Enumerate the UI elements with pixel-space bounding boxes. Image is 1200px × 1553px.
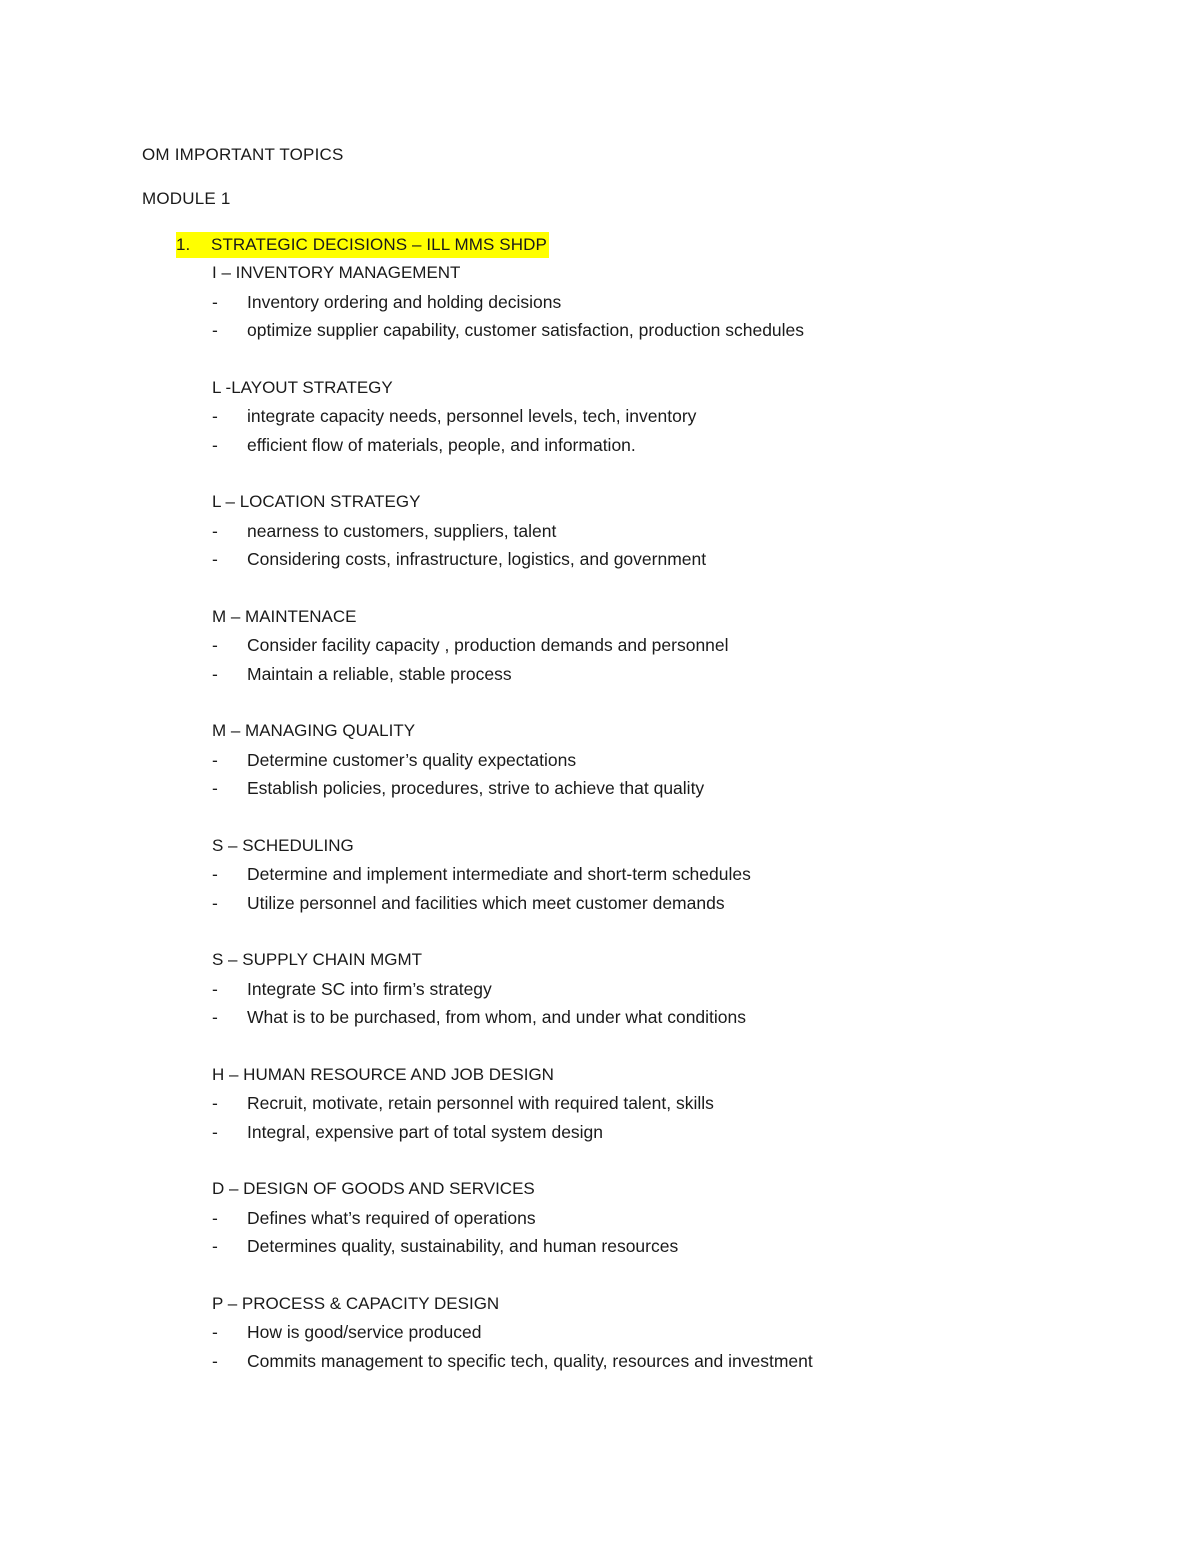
bullet-dash: -: [212, 520, 218, 541]
bullet-dash: -: [212, 1093, 218, 1113]
bullet-item: [212, 975, 1112, 1004]
section-title: H – HUMAN RESOURCE AND JOB DESIGN: [212, 1064, 554, 1084]
bullet-item: [212, 1089, 1112, 1118]
module-title: MODULE 1: [142, 189, 231, 208]
topic-section: [212, 1061, 1112, 1147]
bullet-text: Considering costs, infrastructure, logistics, and government: [247, 549, 707, 569]
bullet-dash: -: [212, 864, 218, 884]
section-title: D – DESIGN OF GOODS AND SERVICES: [212, 1179, 535, 1198]
section-title: L -LAYOUT STRATEGY: [212, 377, 393, 397]
bullet-item: [212, 1003, 1112, 1032]
bullet-dash: -: [212, 663, 218, 684]
bullet-text: Maintain a reliable, stable process: [247, 663, 512, 684]
bullet-dash: -: [212, 406, 218, 426]
bullet-text: What is to be purchased, from whom, and under what conditions: [247, 1007, 747, 1027]
topic-section: [212, 488, 1112, 574]
bullet-item: [212, 1347, 1112, 1376]
bullet-text: optimize supplier capability, customer satisfaction, production schedules: [247, 320, 805, 340]
bullet-text: efficient flow of materials, people, and information.: [247, 434, 636, 455]
bullet-text: Integral, expensive part of total system design: [247, 1121, 604, 1142]
topic-section: [212, 1175, 1112, 1261]
bullet-item: [212, 860, 1112, 889]
bullet-dash: -: [212, 1236, 218, 1256]
section-title: S – SUPPLY CHAIN MGMT: [212, 950, 423, 969]
section-heading: [176, 232, 549, 258]
bullet-text: Defines what’s required of operations: [247, 1207, 536, 1228]
section-title: M – MAINTENACE: [212, 606, 357, 626]
bullet-dash: -: [212, 1350, 218, 1371]
topic-section: [212, 374, 1112, 460]
bullet-dash: -: [212, 291, 218, 312]
bullet-dash: -: [212, 1121, 218, 1142]
bullet-item: [212, 402, 1112, 431]
section-title: S – SCHEDULING: [212, 835, 354, 855]
section-title: M – MANAGING QUALITY: [212, 721, 416, 740]
bullet-dash: -: [212, 1007, 218, 1027]
bullet-dash: -: [212, 892, 218, 913]
bullet-item: [212, 545, 1112, 574]
bullet-item: [212, 746, 1112, 775]
bullet-item: [212, 774, 1112, 803]
bullet-text: Recruit, motivate, retain personnel with required talent, skills: [247, 1093, 714, 1113]
topic-section: [212, 717, 1112, 803]
bullet-dash: -: [212, 749, 218, 770]
document-title: OM IMPORTANT TOPICS: [142, 145, 344, 164]
bullet-dash: -: [212, 320, 218, 340]
bullet-dash: -: [212, 549, 218, 569]
topic-section: [212, 259, 1112, 345]
highlighted-heading: [176, 232, 549, 258]
topic-section: [212, 832, 1112, 918]
bullet-text: Establish policies, procedures, strive to achieve that quality: [247, 778, 705, 798]
bullet-dash: -: [212, 1322, 218, 1342]
bullet-item: [212, 1318, 1112, 1347]
heading-number: 1.: [176, 235, 191, 254]
bullet-text: Determines quality, sustainability, and human resources: [247, 1236, 679, 1256]
bullet-item: [212, 431, 1112, 460]
bullet-item: [212, 889, 1112, 918]
bullet-dash: -: [212, 778, 218, 798]
section-title: I – INVENTORY MANAGEMENT: [212, 263, 461, 282]
bullet-item: [212, 517, 1112, 546]
bullet-dash: -: [212, 434, 218, 455]
bullet-text: Utilize personnel and facilities which meet customer demands: [247, 892, 725, 913]
bullet-item: [212, 660, 1112, 689]
topic-section: [212, 946, 1112, 1032]
bullet-dash: -: [212, 1207, 218, 1228]
bullet-text: nearness to customers, suppliers, talent: [247, 520, 557, 541]
bullet-item: [212, 1232, 1112, 1261]
bullet-text: Commits management to specific tech, quality, resources and investment: [247, 1350, 813, 1371]
section-title: P – PROCESS & CAPACITY DESIGN: [212, 1293, 500, 1313]
bullet-dash: -: [212, 978, 218, 999]
bullet-item: [212, 288, 1112, 317]
bullet-item: [212, 316, 1112, 345]
bullet-text: Determine and implement intermediate and short-term schedules: [247, 864, 751, 884]
bullet-dash: -: [212, 635, 218, 655]
section-title: L – LOCATION STRATEGY: [212, 492, 421, 511]
topic-section: [212, 1290, 1112, 1376]
bullet-text: Inventory ordering and holding decisions: [247, 291, 562, 312]
topic-sections: [212, 259, 1112, 1404]
bullet-item: [212, 1118, 1112, 1147]
bullet-text: Consider facility capacity , production demands and personnel: [247, 635, 729, 655]
heading-text: STRATEGIC DECISIONS – ILL MMS SHDP: [211, 235, 547, 254]
bullet-item: [212, 631, 1112, 660]
bullet-text: Integrate SC into firm’s strategy: [247, 978, 492, 999]
bullet-text: How is good/service produced: [247, 1322, 482, 1342]
bullet-item: [212, 1204, 1112, 1233]
bullet-text: Determine customer’s quality expectations: [247, 749, 577, 770]
topic-section: [212, 603, 1112, 689]
bullet-text: integrate capacity needs, personnel levels, tech, inventory: [247, 406, 697, 426]
